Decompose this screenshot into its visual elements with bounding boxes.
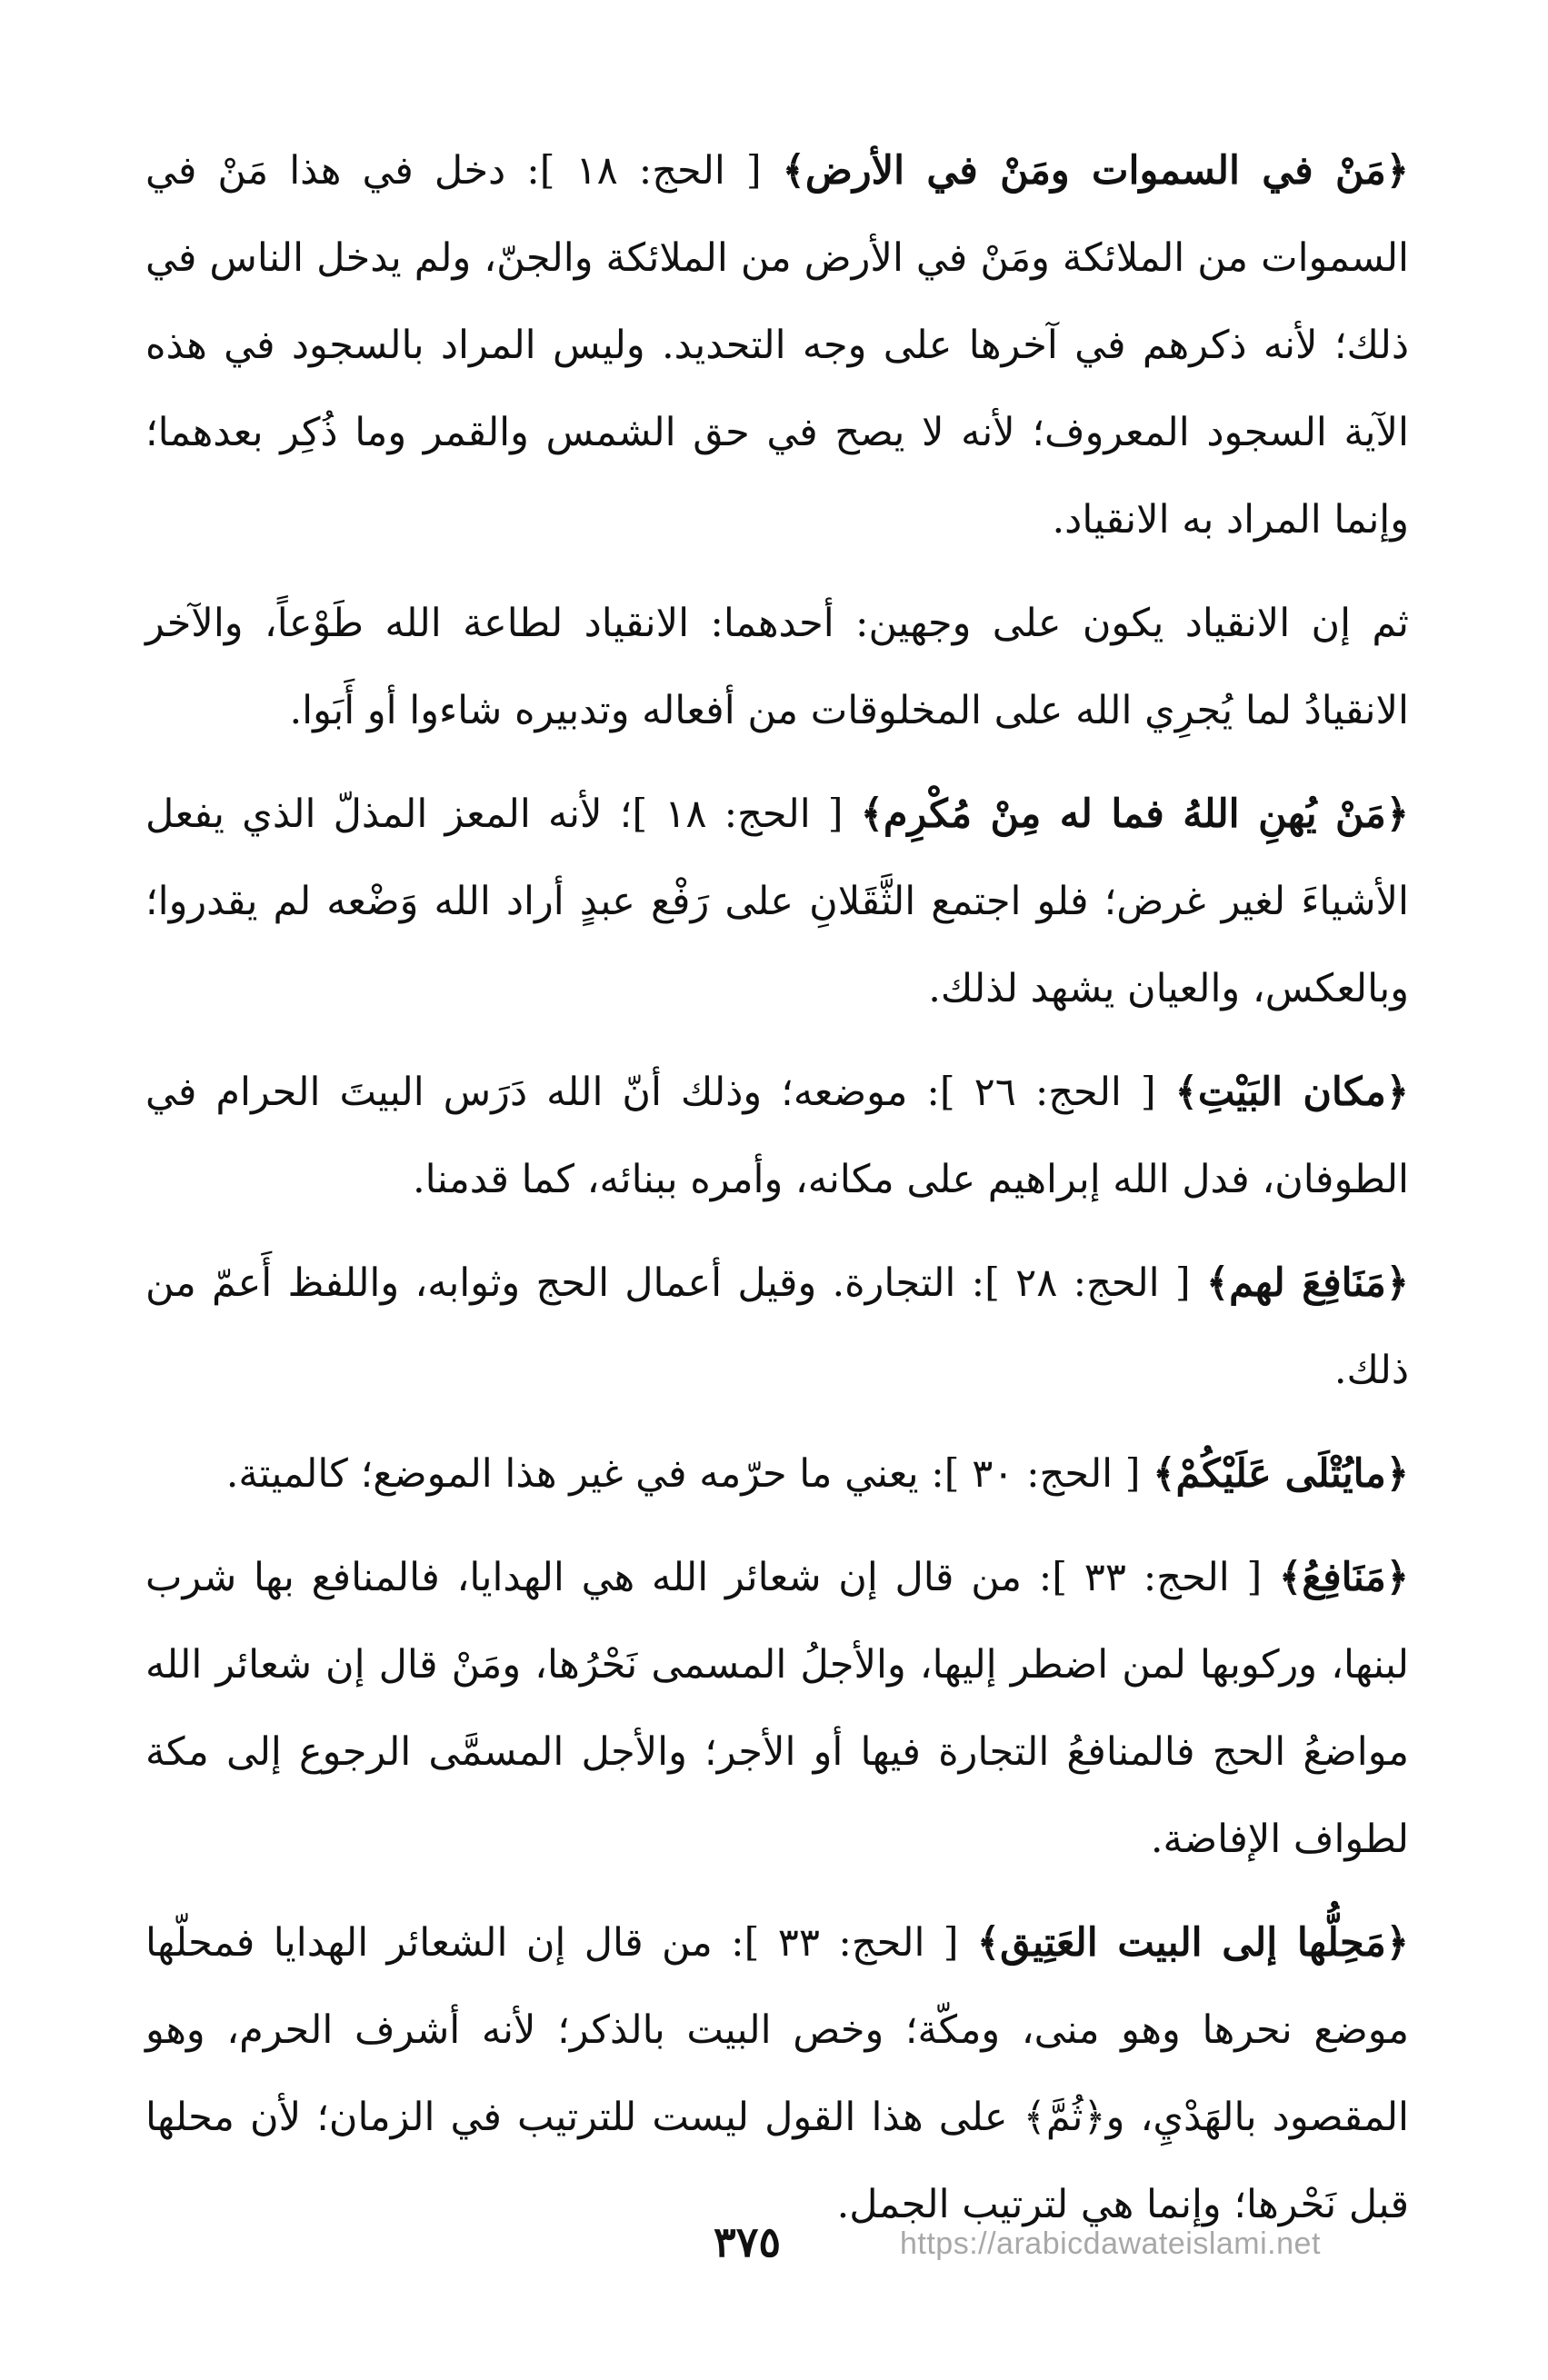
paragraph-text: [ الحج: ١٨ ]؛ لأنه المعز المذلّ الذي يفعل الأشياءَ لغير غرض؛ فلو اجتمع الثَّقَلانِ على رَفْع عبدٍ أراد الله وَضْعه لم يقدروا؛ وبالعكس، والعيان يشهد لذلك.: [145, 792, 1409, 1011]
paragraph-text: [ الحج: ٢٦ ]: موضعه؛ وذلك أنّ الله دَرَس البيتَ الحرام في الطوفان، فدل الله إبراهيم على مكانه، وأمره ببنائه، كما قدمنا.: [145, 1070, 1409, 1202]
paragraph-4: [145, 1049, 1409, 1223]
paragraph-text: [ الحج: ٣٣ ]: من قال إن الشعائر الهدايا فمحلّها موضع نحرها وهو منى، ومكّة؛ وخص البيت بالذكر؛ لأنه أشرف الحرم، وهو المقصود بالهَدْيِ، و﴿ثُمَّ﴾ على هذا القول ليست للترتيب في الزمان؛ لأن محلها قبل نَحْرها؛ وإنما هي لترتيب الجمل.: [145, 1920, 1409, 2227]
paragraph-7: [145, 1534, 1409, 1883]
paragraph-text: ثم إن الانقياد يكون على وجهين: أحدهما: الانقياد لطاعة الله طَوْعاً، والآخر الانقيادُ لما يُجرِي الله على المخلوقات من أفعاله وتدبيره شاءوا أو أَبَوا.: [145, 601, 1409, 733]
paragraph-text: [ الحج: ١٨ ]: دخل في هذا مَنْ في السموات من الملائكة ومَنْ في الأرض من الملائكة والجنّ، ولم يدخل الناس في ذلك؛ لأنه ذكرهم في آخرها على وجه التحديد. وليس المراد بالسجود في هذه الآية السجود المعروف؛ لأنه لا يصح في حق الشمس والقمر وما ذُكِر بعدهما؛ وإنما المراد به الانقياد.: [145, 148, 1409, 543]
paragraph-text: [ الحج: ٣٣ ]: من قال إن شعائر الله هي الهدايا، فالمنافع بها شرب لبنها، وركوبها لمن اضطر إليها، والأجلُ المسمى نَحْرُها، ومَنْ قال إن شعائر الله مواضعُ الحج فالمنافعُ التجارة فيها أو الأجر؛ والأجل المسمَّى الرجوع إلى مكة لطواف الإفاضة.: [145, 1555, 1409, 1862]
paragraph-2: [145, 580, 1409, 754]
paragraph-text: [ الحج: ٢٨ ]: التجارة. وقيل أعمال الحج وثوابه، واللفظ أَعمّ من ذلك.: [145, 1260, 1409, 1393]
quran-verse: ﴿مكان البَيْتِ﴾: [1174, 1070, 1409, 1115]
paragraph-3: [145, 771, 1409, 1032]
quran-verse: ﴿مايُتْلَى عَلَيْكُمْ﴾: [1153, 1451, 1409, 1497]
paragraph-5: [145, 1240, 1409, 1414]
watermark-url: https://arabicdawateislami.net: [900, 2226, 1321, 2261]
quran-verse: ﴿مَنْ في السموات ومَنْ في الأرض﴾: [782, 148, 1409, 194]
paragraph-text: [ الحج: ٣٠ ]: يعني ما حرّمه في غير هذا الموضع؛ كالميتة.: [225, 1451, 1154, 1497]
page-footer: [0, 2217, 1548, 2272]
quran-verse: ﴿مَحِلُّها إلى البيت العَتِيق﴾: [976, 1920, 1409, 1966]
paragraph-1: [145, 127, 1409, 563]
page-body: [145, 127, 1409, 2265]
page-number: ٣٧٥: [714, 2217, 782, 2266]
quran-verse: ﴿مَنَافِعُ﴾: [1279, 1555, 1409, 1600]
quran-verse: ﴿مَنْ يُهنِ اللهُ فما له مِنْ مُكْرِم﴾: [860, 792, 1409, 837]
paragraph-6: [145, 1430, 1409, 1518]
paragraph-8: [145, 1899, 1409, 2248]
quran-verse: ﴿مَنَافِعَ لهم﴾: [1205, 1260, 1409, 1306]
